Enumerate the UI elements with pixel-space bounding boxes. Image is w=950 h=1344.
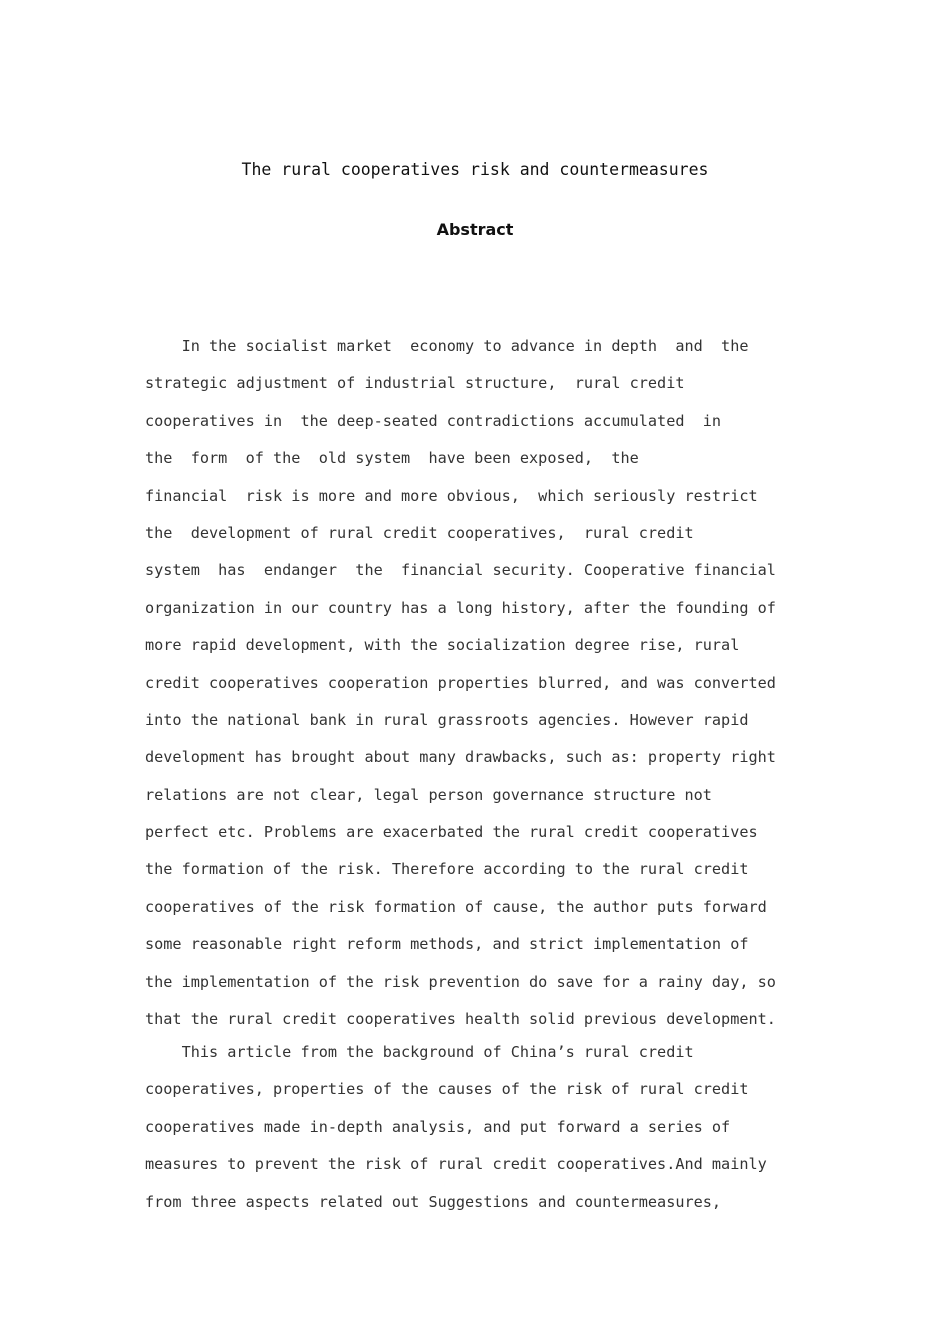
text-line: the implementation of the risk prevention do save for a rainy day, so [145,972,776,991]
text-line: the formation of the risk. Therefore according to the rural credit [145,860,749,879]
text-line: relations are not clear, legal person governance structure not [145,785,712,804]
paragraph-2 [145,1040,825,1227]
text-line: from three aspects related out Suggestions and countermeasures, [145,1192,722,1211]
text-line: In the socialist market economy to advance in depth and the [145,337,749,355]
text-line: organization in our country has a long history, after the founding of [145,598,776,617]
text-line: system has endanger the financial security. Cooperative financial [145,561,776,580]
text-line: measures to prevent the risk of rural credit cooperatives.And mainly [145,1155,767,1174]
text-line: cooperatives in the deep-seated contradictions accumulated in [145,411,722,430]
text-line: more rapid development, with the socialization degree rise, rural [145,636,740,655]
text-line: financial risk is more and more obvious, which seriously restrict [145,486,758,505]
document-title: The rural cooperatives risk and countermeasures [241,160,709,179]
abstract-heading: Abstract [436,220,514,239]
text-line: the form of the old system have been exposed, the [145,449,639,468]
text-line: perfect etc. Problems are exacerbated the rural credit cooperatives [145,823,758,842]
text-line: into the national bank in rural grassroots agencies. However rapid [145,710,749,729]
paragraph-1 [145,334,825,1044]
text-line: cooperatives, properties of the causes of the risk of rural credit [145,1080,749,1099]
text-line: some reasonable right reform methods, and strict implementation of [145,935,749,954]
text-line: that the rural credit cooperatives health solid previous development. [145,1010,776,1029]
text-line: cooperatives made in-depth analysis, and put forward a series of [145,1117,731,1136]
text-line: strategic adjustment of industrial structure, rural credit [145,374,685,393]
text-line: development has brought about many drawbacks, such as: property right [145,748,776,767]
text-line: This article from the background of China’s rural credit [145,1043,694,1061]
text-line: credit cooperatives cooperation properties blurred, and was converted [145,673,776,692]
text-line: cooperatives of the risk formation of cause, the author puts forward [145,897,767,916]
text-line: the development of rural credit cooperatives, rural credit [145,523,694,542]
